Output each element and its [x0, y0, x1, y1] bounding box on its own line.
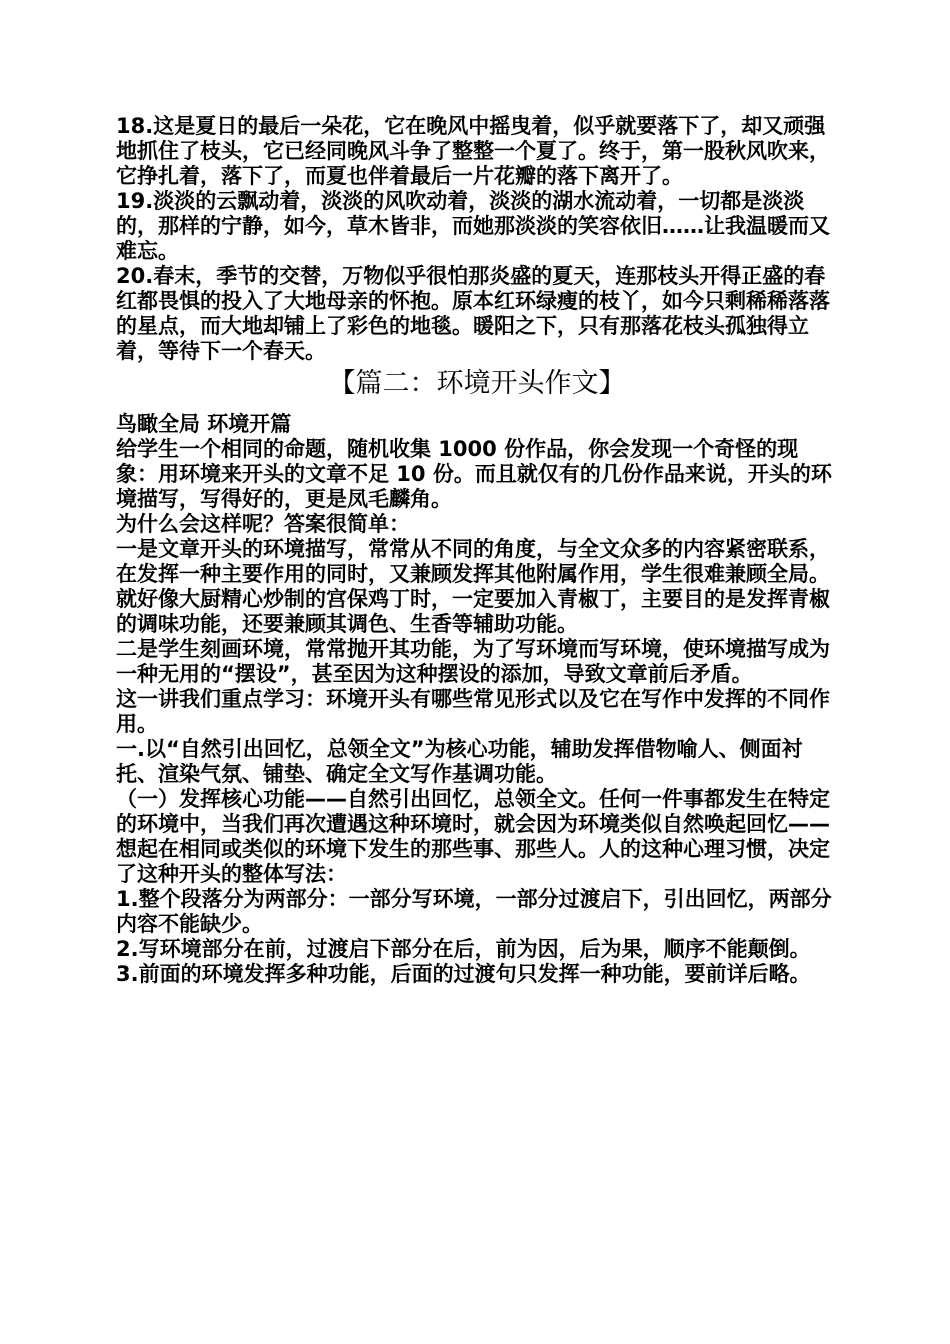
- paragraph-point-one: 一.以“自然引出回忆，总领全文”为核心功能，辅助发挥借物喻人、侧面衬托、渲染气氛、铺垫、确定全文写作基调功能。: [116, 737, 803, 786]
- paragraph-question: 为什么会这样呢？答案很简单：: [116, 512, 410, 536]
- document-page: [116, 114, 838, 987]
- paragraph-focus: 这一讲我们重点学习：环境开头有哪些常见形式以及它在写作中发挥的不同作用。: [116, 687, 830, 736]
- paragraph-19: 19.淡淡的云飘动着，淡淡的风吹动着，淡淡的湖水流动着，一切都是淡淡的，那样的宁静，如今，草木皆非，而她那淡淡的笑容依旧……让我温暖而又难忘。: [116, 189, 830, 263]
- paragraph-reason-one: 一是文章开头的环境描写，常常从不同的角度，与全文众多的内容紧密联系，在发挥一种主要作用的同时，又兼顾发挥其他附属作用，学生很难兼顾全局。就好像大厨精心炒制的宫保鸡丁时，一定要加入青椒丁，主要目的是发挥青椒的调味功能，还要兼顾其调色、生香等辅助功能。: [116, 537, 830, 636]
- paragraph-18: 18.这是夏日的最后一朵花，它在晚风中摇曳着，似乎就要落下了，却又顽强地抓住了枝头，它已经同晚风斗争了整整一个夏了。终于，第一股秋风吹来，它挣扎着，落下了，而夏也伴着最后一片花瓣的落下离开了。: [116, 114, 830, 188]
- section-title: 【篇二：环境开头作文】: [328, 368, 626, 399]
- subheading: 鸟瞰全局 环境开篇: [116, 412, 292, 436]
- list-item-2: 2.写环境部分在前，过渡启下部分在后，前为因，后为果，顺序不能颠倒。: [116, 937, 811, 961]
- paragraph-intro: 给学生一个相同的命题，随机收集 1000 份作品，你会发现一个奇怪的现象：用环境来开头的文章不足 10 份。而且就仅有的几份作品来说，开头的环境描写，写得好的，更是凤毛麟角。: [116, 437, 832, 511]
- list-item-3: 3.前面的环境发挥多种功能，后面的过渡句只发挥一种功能，要前详后略。: [116, 962, 811, 986]
- paragraph-core-function: （一）发挥核心功能——自然引出回忆，总领全文。任何一件事都发生在特定的环境中，当我们再次遭遇这种环境时，就会因为环境类似自然唤起回忆——想起在相同或类似的环境下发生的那些事、那些人。人的这种心理习惯，决定了这种开头的整体写法：: [116, 787, 830, 886]
- paragraph-20: 20.春末，季节的交替，万物似乎很怕那炎盛的夏天，连那枝头开得正盛的春红都畏惧的投入了大地母亲的怀抱。原本红环绿瘦的枝丫，如今只剩稀稀落落的星点，而大地却铺上了彩色的地毯。暖阳之下，只有那落花枝头孤独得立着，等待下一个春天。: [116, 264, 830, 363]
- list-item-1: 1.整个段落分为两部分：一部分写环境，一部分过渡启下，引出回忆，两部分内容不能缺少。: [116, 887, 832, 936]
- paragraph-reason-two: 二是学生刻画环境，常常抛开其功能，为了写环境而写环境，使环境描写成为一种无用的“摆设”，甚至因为这种摆设的添加，导致文章前后矛盾。: [116, 637, 830, 686]
